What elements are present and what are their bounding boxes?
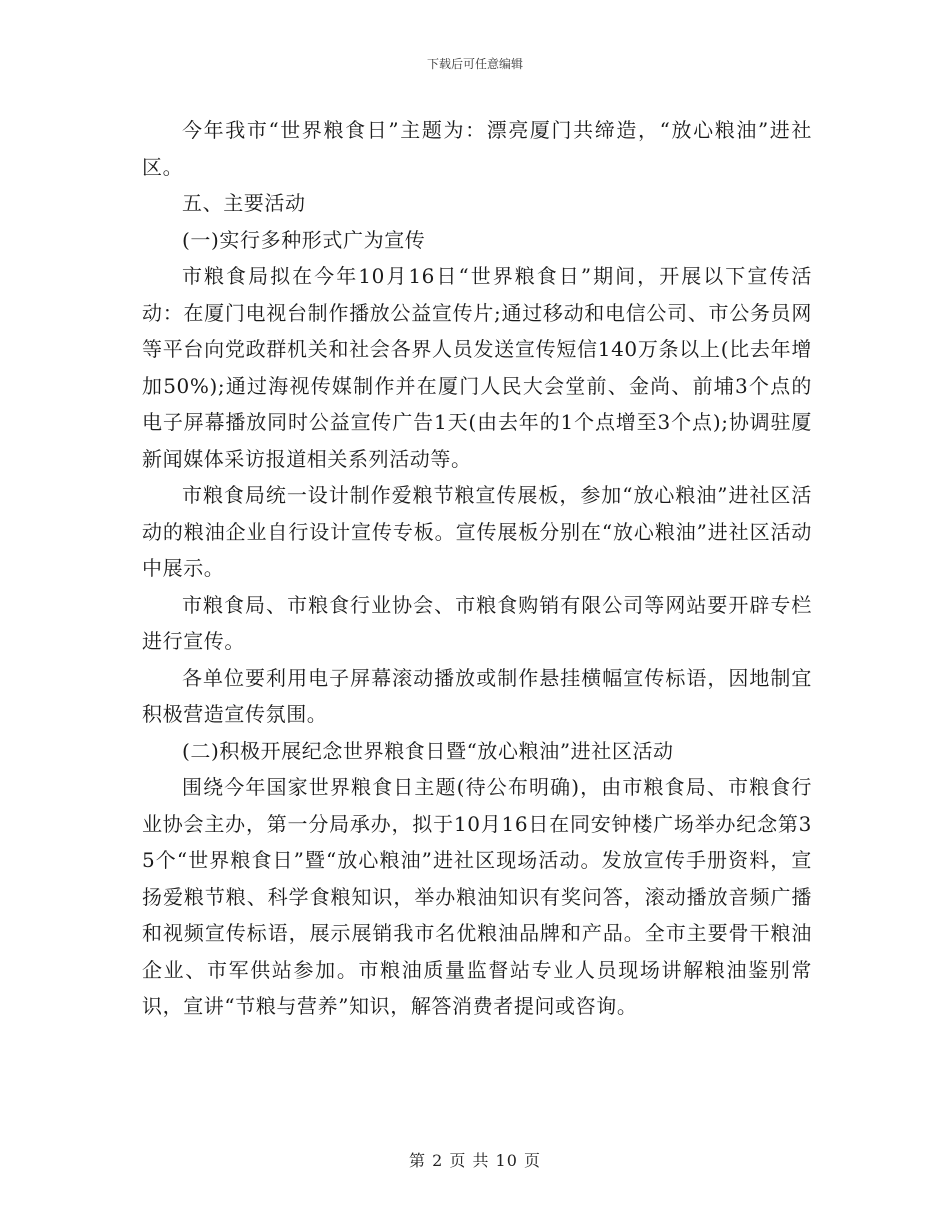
- paragraph-theme: 今年我市“世界粮食日”主题为：漂亮厦门共缔造，“放心粮油”进社区。: [142, 118, 812, 179]
- page-number: 第 2 页 共 10 页: [409, 1151, 541, 1170]
- paragraph-publicity-activities: 市粮食局拟在今年10月16日“世界粮食日”期间，开展以下宣传活动：在厦门电视台制作播放公益宣传片;通过移动和电信公司、市公务员网等平台向党政群机关和社会各界人员发送宣传短信140万条以上(比去年增加50%);通过海视传媒制作并在厦门人民大会堂前、金尚、前埔3个点的电子屏幕播放同时公益宣传广告1天(由去年的1个点增至3个点);协调驻厦新闻媒体采访报道相关系列活动等。: [142, 264, 812, 471]
- paragraph-community-event: 围绕今年国家世界粮食日主题(待公布明确)，由市粮食局、市粮食行业协会主办，第一分局承办，拟于10月16日在同安钟楼广场举办纪念第35个“世界粮食日”暨“放心粮油”进社区现场活动。发放宣传手册资料，宣扬爱粮节粮、科学食粮知识，举办粮油知识有奖问答，滚动播放音频广播和视频宣传标语，展示展销我市名优粮油品牌和产品。全市主要骨干粮油企业、市军供站参加。市粮油质量监督站专业人员现场讲解粮油鉴别常识，宣讲“节粮与营养”知识，解答消费者提问或咨询。: [142, 775, 812, 1018]
- paragraph-screens-banners: 各单位要利用电子屏幕滚动播放或制作悬挂横幅宣传标语，因地制宜积极营造宣传氛围。: [142, 665, 812, 726]
- page-header-note: 下载后可任意编辑: [426, 57, 523, 71]
- subsection-heading-community-event: (二)积极开展纪念世界粮食日暨“放心粮油”进社区活动: [182, 738, 674, 763]
- paragraph-website-columns: 市粮食局、市粮食行业协会、市粮食购销有限公司等网站要开辟专栏进行宣传。: [142, 592, 812, 653]
- section-heading-main-activities: 五、主要活动: [182, 191, 306, 215]
- paragraph-display-boards: 市粮食局统一设计制作爱粮节粮宣传展板，参加“放心粮油”进社区活动的粮油企业自行设计宣传专板。宣传展板分别在“放心粮油”进社区活动中展示。: [142, 483, 812, 580]
- document-body: [142, 112, 812, 1025]
- subsection-heading-publicity: (一)实行多种形式广为宣传: [182, 227, 426, 252]
